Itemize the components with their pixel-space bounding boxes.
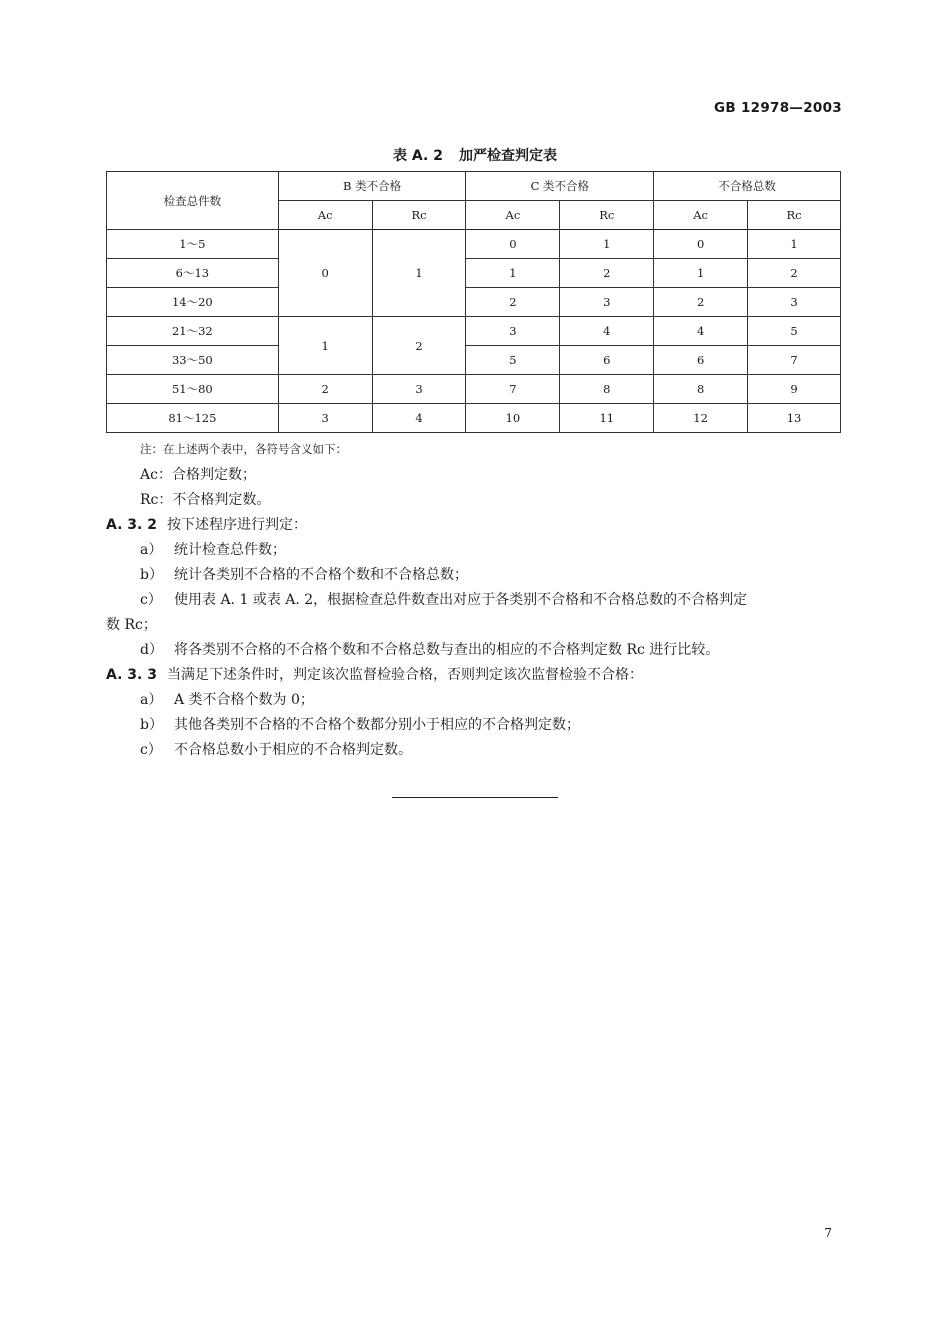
header-c-ac: Ac xyxy=(466,201,560,230)
table-row xyxy=(107,317,841,346)
cell-range: 33～50 xyxy=(107,346,279,375)
cell-t-ac: 1 xyxy=(654,259,748,288)
clause-a33-number: A. 3. 3 xyxy=(106,667,157,683)
cell-t-rc: 1 xyxy=(748,230,841,259)
list-item xyxy=(140,689,314,709)
list-label: c） xyxy=(140,592,162,608)
clause-a32 xyxy=(106,514,307,534)
cell-range: 81～125 xyxy=(107,404,279,433)
header-t-rc: Rc xyxy=(748,201,841,230)
header-total-nonconforming: 不合格总数 xyxy=(654,172,841,201)
cell-t-rc: 7 xyxy=(748,346,841,375)
cell-c-rc: 1 xyxy=(560,230,654,259)
cell-b-ac: 0 xyxy=(278,230,372,317)
list-text: 统计检查总件数； xyxy=(174,542,286,558)
standard-code: GB 12978—2003 xyxy=(713,100,842,116)
cell-b-ac: 1 xyxy=(278,317,372,375)
clause-a33 xyxy=(106,664,643,684)
list-label: b） xyxy=(140,567,163,583)
list-item xyxy=(140,714,580,734)
list-label: a） xyxy=(140,692,163,708)
cell-c-ac: 10 xyxy=(466,404,560,433)
header-t-ac: Ac xyxy=(654,201,748,230)
list-label: a） xyxy=(140,542,163,558)
cell-b-rc: 2 xyxy=(372,317,466,375)
list-item xyxy=(140,739,412,759)
header-b-class: B 类不合格 xyxy=(278,172,466,201)
cell-t-ac: 8 xyxy=(654,375,748,404)
cell-t-ac: 6 xyxy=(654,346,748,375)
cell-range: 1～5 xyxy=(107,230,279,259)
cell-range: 51～80 xyxy=(107,375,279,404)
list-item xyxy=(140,539,286,559)
header-c-class: C 类不合格 xyxy=(466,172,654,201)
page-number: 7 xyxy=(824,1226,832,1240)
clause-a33-title: 当满足下述条件时，判定该次监督检验合格，否则判定该次监督检验不合格： xyxy=(166,667,643,683)
header-c-rc: Rc xyxy=(560,201,654,230)
cell-b-ac: 2 xyxy=(278,375,372,404)
table-caption-number: 表 A. 2 xyxy=(393,148,443,164)
list-text: 不合格总数小于相应的不合格判定数。 xyxy=(174,742,412,758)
cell-range: 6～13 xyxy=(107,259,279,288)
list-item xyxy=(140,639,719,659)
cell-t-rc: 9 xyxy=(748,375,841,404)
cell-c-ac: 3 xyxy=(466,317,560,346)
list-text-continued: 数 Rc； xyxy=(106,617,157,633)
cell-c-rc: 11 xyxy=(560,404,654,433)
list-text: 其他各类别不合格的不合格个数都分别小于相应的不合格判定数； xyxy=(174,717,580,733)
list-text: A 类不合格个数为 0； xyxy=(174,692,314,708)
cell-c-rc: 6 xyxy=(560,346,654,375)
cell-range: 21～32 xyxy=(107,317,279,346)
cell-c-rc: 4 xyxy=(560,317,654,346)
cell-c-rc: 3 xyxy=(560,288,654,317)
cell-t-ac: 0 xyxy=(654,230,748,259)
table-note: 注：在上述两个表中，各符号含义如下： xyxy=(140,442,347,456)
cell-c-rc: 8 xyxy=(560,375,654,404)
table-row xyxy=(107,288,841,317)
cell-t-ac: 2 xyxy=(654,288,748,317)
header-b-rc: Rc xyxy=(372,201,466,230)
cell-t-rc: 5 xyxy=(748,317,841,346)
cell-c-ac: 7 xyxy=(466,375,560,404)
cell-range: 14～20 xyxy=(107,288,279,317)
cell-c-ac: 1 xyxy=(466,259,560,288)
table-caption-title: 加严检查判定表 xyxy=(458,148,557,164)
header-b-ac: Ac xyxy=(278,201,372,230)
note-rc-definition: Rc：不合格判定数。 xyxy=(140,492,271,508)
table-row xyxy=(107,259,841,288)
table-row xyxy=(107,404,841,433)
note-ac-definition: Ac：合格判定数； xyxy=(140,467,256,483)
cell-c-ac: 5 xyxy=(466,346,560,375)
cell-b-ac: 3 xyxy=(278,404,372,433)
list-item xyxy=(140,589,747,609)
header-total-items: 检查总件数 xyxy=(107,172,279,230)
cell-t-rc: 2 xyxy=(748,259,841,288)
cell-t-rc: 3 xyxy=(748,288,841,317)
judgement-table xyxy=(106,171,841,433)
cell-b-rc: 3 xyxy=(372,375,466,404)
list-label: b） xyxy=(140,717,163,733)
clause-a32-title: 按下述程序进行判定： xyxy=(166,517,307,533)
table-row xyxy=(107,230,841,259)
cell-c-rc: 2 xyxy=(560,259,654,288)
table-row xyxy=(107,375,841,404)
table-row xyxy=(107,346,841,375)
cell-c-ac: 0 xyxy=(466,230,560,259)
list-label: c） xyxy=(140,742,162,758)
list-text: 将各类别不合格的不合格个数和不合格总数与查出的相应的不合格判定数 Rc 进行比较。 xyxy=(174,642,720,658)
cell-b-rc: 1 xyxy=(372,230,466,317)
end-rule xyxy=(392,797,558,798)
clause-a32-number: A. 3. 2 xyxy=(106,517,157,533)
cell-t-ac: 12 xyxy=(654,404,748,433)
list-item xyxy=(140,564,468,584)
table-caption xyxy=(0,145,950,165)
cell-t-rc: 13 xyxy=(748,404,841,433)
list-text: 统计各类别不合格的不合格个数和不合格总数； xyxy=(174,567,468,583)
cell-t-ac: 4 xyxy=(654,317,748,346)
list-label: d） xyxy=(140,642,163,658)
cell-b-rc: 4 xyxy=(372,404,466,433)
cell-c-ac: 2 xyxy=(466,288,560,317)
list-text: 使用表 A. 1 或表 A. 2，根据检查总件数查出对应于各类别不合格和不合格总数的不合格判定 xyxy=(174,592,748,608)
